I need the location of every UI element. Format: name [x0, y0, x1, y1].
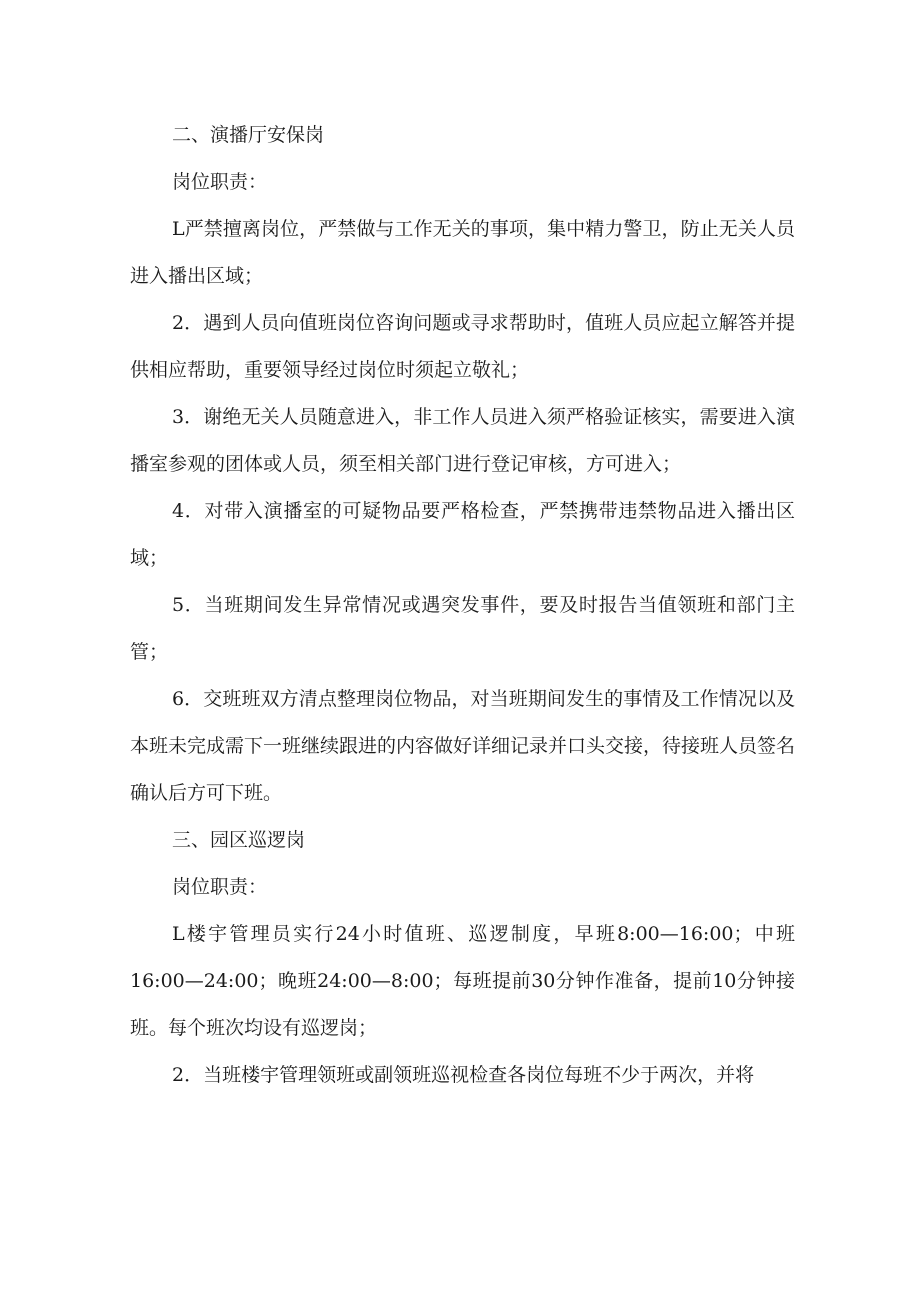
duty-item: 5．当班期间发生异常情况或遇突发事件，要及时报告当值领班和部门主管；	[130, 594, 795, 663]
duty-item: 6．交班班双方清点整理岗位物品，对当班期间发生的事情及工作情况以及本班未完成需下一班继续跟进的内容做好详细记录并口头交接，待接班人员签名确认后方可下班。	[130, 688, 796, 804]
duty-item: 2．当班楼宇管理领班或副领班巡视检查各岗位每班不少于两次，并将	[172, 1064, 755, 1086]
duty-item: 3．谢绝无关人员随意进入，非工作人员进入须严格验证核实，需要进入演播室参观的团体或人员，须至相关部门进行登记审核，方可进入；	[130, 406, 795, 475]
duties-label: 岗位职责：	[172, 876, 268, 898]
section-heading-patrol: 三、园区巡逻岗	[172, 829, 306, 851]
duty-item: 4．对带入演播室的可疑物品要严格检查，严禁携带违禁物品进入播出区域；	[130, 500, 795, 569]
duty-item: 2．遇到人员向值班岗位咨询问题或寻求帮助时，值班人员应起立解答并提供相应帮助，重要领导经过岗位时须起立敬礼；	[130, 312, 795, 381]
document-page	[130, 112, 795, 1099]
duty-item: L严禁擅离岗位，严禁做与工作无关的事项，集中精力警卫，防止无关人员进入播出区域；	[130, 218, 795, 287]
duty-item: L楼宇管理员实行24小时值班、巡逻制度，早班8:00—16:00；中班16:00—24:00；晚班24:00—8:00；每班提前30分钟作准备，提前10分钟接班。每个班次均设有巡逻岗；	[130, 923, 795, 1039]
duties-label: 岗位职责：	[172, 171, 268, 193]
section-heading-studio-security: 二、演播厅安保岗	[172, 124, 325, 146]
